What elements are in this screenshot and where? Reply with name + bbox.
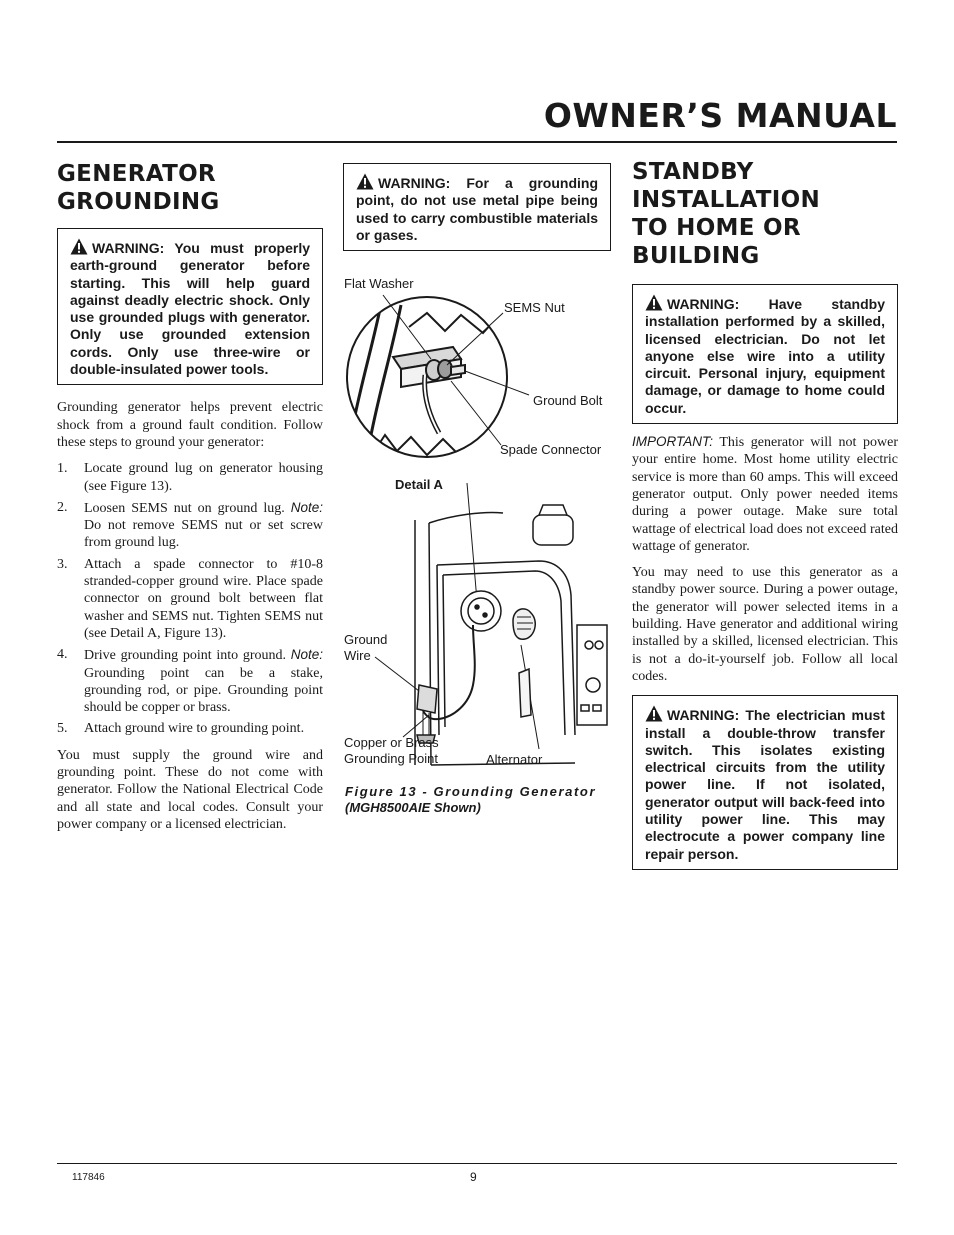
grounding-step: [57, 720, 323, 737]
grounding-intro: Grounding generator helps prevent electric shock from a ground fault condition. Follow these steps to ground your generator:: [57, 400, 323, 450]
step-text: Loosen SEMS nut on ground lug.: [84, 500, 285, 516]
grounding-closing: You must supply the ground wire and grounding point. These do not come with generator. Follow the National Electrical Code and all state and local codes. Consult your power company or a licensed electrician.: [57, 747, 323, 832]
standby-heading-line: BUILDING: [632, 243, 760, 269]
transfer-switch-warning-box: [632, 695, 898, 870]
grounding-heading-line1: GENERATOR: [57, 161, 216, 187]
header-rule: [57, 141, 897, 143]
step-number: 4.: [57, 647, 68, 663]
pipe-warning-box: [343, 163, 611, 251]
step-text: Locate ground lug on generator housing (see Figure 13).: [84, 461, 323, 494]
figure-caption-line1: Figure 13 - Grounding Generator: [345, 784, 597, 799]
standby-heading-line: INSTALLATION: [632, 187, 821, 213]
standby-column: [632, 158, 898, 870]
warning-icon: [356, 173, 374, 190]
step-number: 5.: [57, 721, 68, 737]
pipe-warning-text: WARNING: For a grounding point, do not use metal pipe being used to carry combustible materials or gases.: [356, 175, 598, 243]
step-note-text: Do not remove SEMS nut or set screw from ground lug.: [84, 518, 323, 551]
standby-paragraph: You may need to use this generator as a standby power source. During a power outage, the generator will power selected items in a building. Have generator and additional wiring installed by a skilled, licensed electrician. This is not a do-it-yourself job. Follow all local codes.: [632, 565, 898, 684]
grounding-point-label: [344, 735, 439, 767]
footer-rule: [57, 1163, 897, 1164]
grounding-step: [57, 460, 323, 495]
detail-a-label: Detail A: [395, 477, 443, 492]
standby-heading: [632, 158, 898, 270]
generator-drawing: [415, 505, 607, 765]
grounding-illustration: [343, 265, 613, 785]
step-note-label: Note:: [290, 499, 323, 515]
page-title: OWNER’S MANUAL: [543, 96, 897, 135]
figure-caption: [345, 784, 611, 816]
sems-nut-label: SEMS Nut: [504, 300, 565, 315]
alternator-label: Alternator: [486, 752, 543, 767]
step-text: Attach a spade connector to #10-8 stranded-copper ground wire. Place spade connector on ground bolt between flat washer and SEMS nut. Tighten SEMS nut (see Detail A, Figure 13).: [84, 556, 323, 641]
grounding-heading-line2: GROUNDING: [57, 189, 220, 215]
grounding-steps: [57, 460, 323, 737]
figure-caption-line2: (MGH8500AIE Shown): [345, 800, 481, 815]
step-note-text: Grounding point can be a stake, grounding rod, or pipe. Grounding point should be copper or brass.: [84, 665, 323, 716]
grounding-heading: [57, 160, 323, 216]
standby-heading-line: STANDBY: [632, 159, 754, 185]
standby-warning-text: WARNING: Have standby installation performed by a skilled, licensed electrician. Do not let anyone else wire into a utility circuit. Personal injury, equipment damage, or damage to home could occur.: [645, 296, 885, 416]
figure-column: [343, 163, 611, 251]
warning-icon: [645, 294, 663, 311]
grounding-figure: [343, 265, 613, 785]
important-label: IMPORTANT:: [632, 434, 713, 450]
flat-washer-label: Flat Washer: [344, 276, 414, 291]
warning-icon: [645, 705, 663, 722]
step-number: 1.: [57, 461, 68, 477]
step-number: 2.: [57, 499, 68, 515]
grounding-step: [57, 499, 323, 552]
ground-bolt-label: Ground Bolt: [533, 393, 603, 408]
grounding-step: [57, 556, 323, 642]
important-text: This generator will not power your entire home. Most home utility electric service is more than 60 amps. This will exceed generator output. Only power needed items during a power outage. Make sure total wattage of electrical load does not exceed rated wattage of generator.: [632, 435, 899, 554]
grounding-point-label-line1: Copper or Brass: [344, 735, 439, 750]
spade-connector-label: Spade Connector: [500, 442, 602, 457]
grounding-warning-text: WARNING: You must properly earth-ground generator before starting. This will help guard against deadly electric shock. Only use grounded plugs with generator. Only use grounded extension cords. Only use three-wire or double-insulated power tools.: [70, 240, 310, 378]
grounding-step: [57, 646, 323, 716]
grounding-column: [57, 160, 323, 842]
page-number: 9: [470, 1170, 477, 1184]
ground-wire-label: [344, 632, 387, 664]
warning-icon: [70, 238, 88, 255]
important-paragraph: [632, 433, 898, 555]
step-text: Drive grounding point into ground.: [84, 648, 286, 664]
grounding-point-label-line2: Grounding Point: [344, 751, 438, 766]
step-text: Attach ground wire to grounding point.: [84, 721, 305, 737]
ground-wire-label-line1: Ground: [344, 632, 388, 647]
document-code: 117846: [72, 1172, 105, 1183]
step-note-label: Note:: [290, 647, 323, 663]
step-number: 3.: [57, 556, 68, 572]
transfer-switch-warning-text: WARNING: The electrician must install a double-throw transfer switch. This isolates existing electrical circuits from the utility power line. If not isolated, generator output will back-feed into utility power line. This may electrocute a power company line repair person.: [645, 707, 885, 862]
standby-heading-line: TO HOME OR: [632, 215, 801, 241]
grounding-warning-box: [57, 228, 323, 385]
ground-wire-label-line2: Wire: [344, 648, 371, 663]
standby-warning-box: [632, 284, 898, 424]
